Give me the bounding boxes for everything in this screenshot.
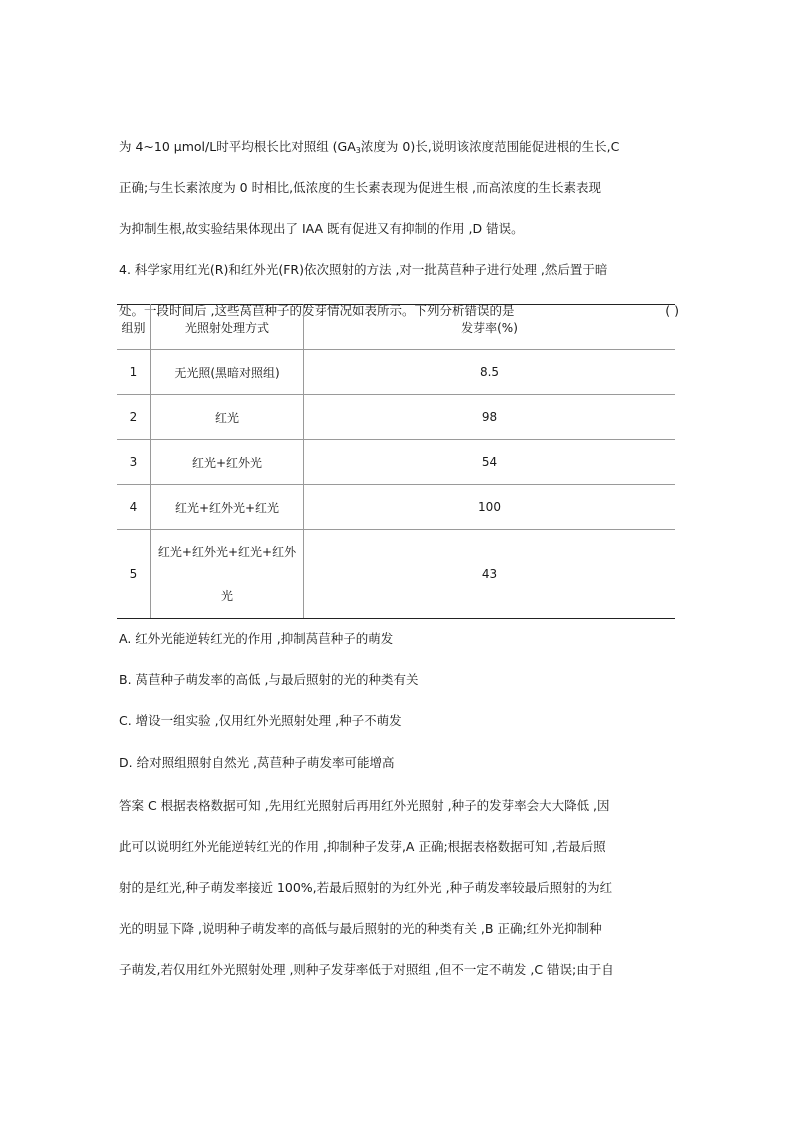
cell-group: 4 xyxy=(117,485,151,530)
table-row xyxy=(117,485,675,530)
table-row xyxy=(117,350,675,395)
question-line-2-text: 处。一段时间后 ,这些莴苣种子的发芽情况如表所示。下列分析错误的是 xyxy=(119,303,515,318)
intro-line-1 xyxy=(119,138,679,160)
intro-line-3: 为抑制生根,故实验结果体现出了 IAA 既有促进又有抑制的作用 ,D 错误。 xyxy=(119,221,524,236)
cell-rate: 43 xyxy=(304,530,676,619)
table-header-row xyxy=(117,305,675,350)
answer-line-1: 答案 C 根据表格数据可知 ,先用红光照射后再用红外光照射 ,种子的发芽率会大大降低 ,因 xyxy=(119,798,610,813)
ga-subscript: 3 xyxy=(355,146,361,155)
intro-line-1-pre: 为 4~10 μmol/L时平均根长比对照组 (GA xyxy=(119,139,356,154)
cell-rate: 98 xyxy=(304,395,676,440)
cell-rate: 54 xyxy=(304,440,676,485)
answer-line-2: 此可以说明红外光能逆转红光的作用 ,抑制种子发芽,A 正确;根据表格数据可知 ,若最后照 xyxy=(119,839,606,854)
intro-line-2: 正确;与生长素浓度为 0 时相比,低浓度的生长素表现为促进生根 ,而高浓度的生长素表现 xyxy=(119,180,602,195)
cell-treatment-line-1: 红光+红外光+红光+红外 xyxy=(157,545,297,559)
answer-line-4: 光的明显下降 ,说明种子萌发率的高低与最后照射的光的种类有关 ,B 正确;红外光抑制种 xyxy=(119,921,602,936)
question-line-1: 4. 科学家用红光(R)和红外光(FR)依次照射的方法 ,对一批莴苣种子进行处理 ,然后置于暗 xyxy=(119,262,608,277)
cell-group: 5 xyxy=(117,530,151,619)
cell-treatment: 红光+红外光+红光 xyxy=(151,485,304,530)
header-treatment: 光照射处理方式 xyxy=(151,305,304,350)
cell-treatment-line-2: 光 xyxy=(220,589,233,603)
answer-line-3: 射的是红光,种子萌发率接近 100%,若最后照射的为红外光 ,种子萌发率较最后照射的为红 xyxy=(119,880,613,895)
intro-line-1-post: 浓度为 0)长,说明该浓度范围能促进根的生长,C xyxy=(360,139,620,154)
answer-line-5: 子萌发,若仅用红外光照射处理 ,则种子发芽率低于对照组 ,但不一定不萌发 ,C 错误;由于自 xyxy=(119,962,614,977)
header-group: 组别 xyxy=(117,305,151,350)
option-a: A. 红外光能逆转红光的作用 ,抑制莴苣种子的萌发 xyxy=(119,631,394,646)
option-c: C. 增设一组实验 ,仅用红外光照射处理 ,种子不萌发 xyxy=(119,713,402,728)
cell-group: 3 xyxy=(117,440,151,485)
cell-group: 2 xyxy=(117,395,151,440)
cell-treatment: 红光 xyxy=(151,395,304,440)
cell-treatment xyxy=(151,530,304,619)
cell-rate: 100 xyxy=(304,485,676,530)
cell-treatment: 红光+红外光 xyxy=(151,440,304,485)
cell-group: 1 xyxy=(117,350,151,395)
option-d: D. 给对照组照射自然光 ,莴苣种子萌发率可能增高 xyxy=(119,755,395,770)
option-b: B. 莴苣种子萌发率的高低 ,与最后照射的光的种类有关 xyxy=(119,672,419,687)
header-rate: 发芽率(%) xyxy=(304,305,676,350)
cell-rate: 8.5 xyxy=(304,350,676,395)
table-row xyxy=(117,395,675,440)
germination-table xyxy=(117,304,675,619)
answer-bracket: ( ) xyxy=(665,303,679,318)
table-row xyxy=(117,440,675,485)
table-row xyxy=(117,530,675,619)
cell-treatment: 无光照(黑暗对照组) xyxy=(151,350,304,395)
